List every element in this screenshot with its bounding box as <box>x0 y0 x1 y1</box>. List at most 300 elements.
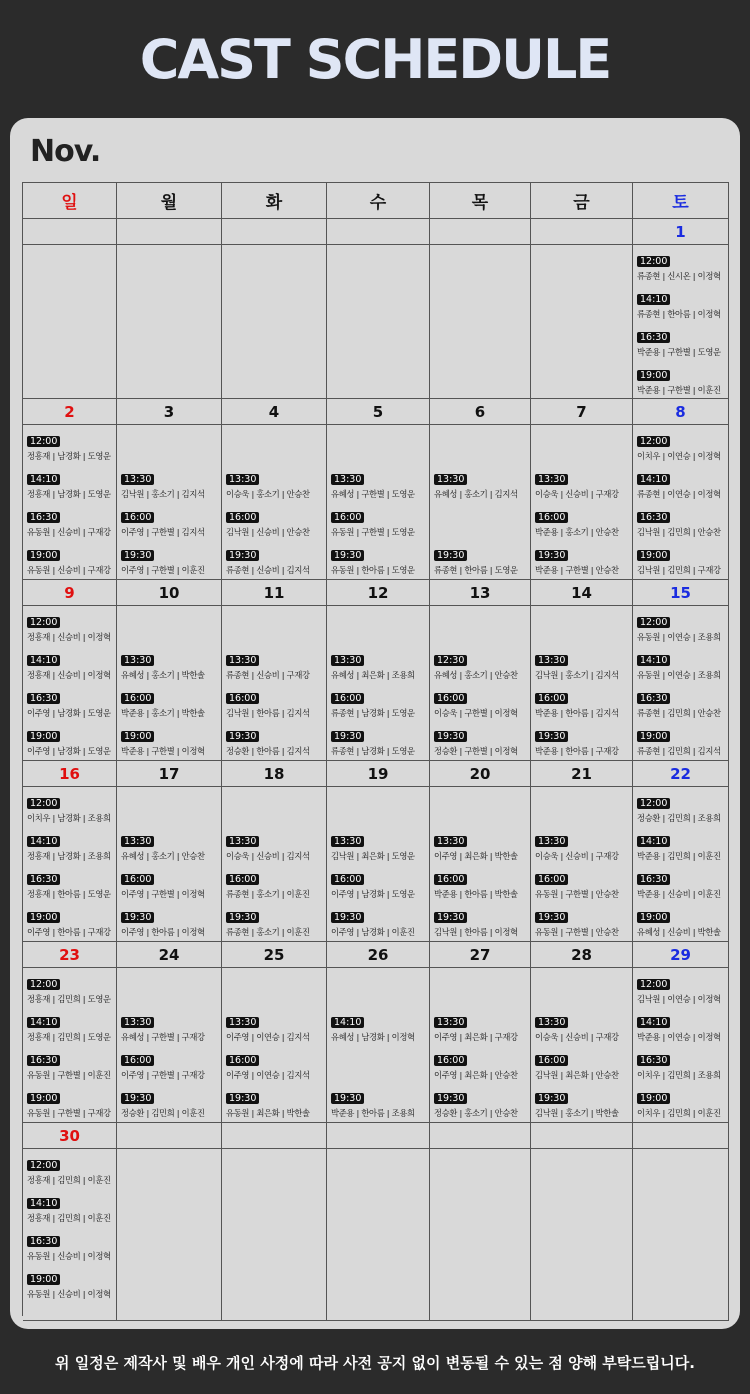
time-badge: 13:30 <box>331 836 364 847</box>
day-cell <box>117 425 222 580</box>
day-cell <box>531 425 633 580</box>
cast-list: 류종현 | 김민희 | 김지석 <box>637 746 721 756</box>
performance-slot <box>331 505 425 537</box>
cast-list: 유혜성 | 홍소기 | 안승찬 <box>434 670 518 680</box>
day-number: 2 <box>23 399 117 425</box>
performance-slot <box>121 724 217 756</box>
performance-slot <box>637 724 724 756</box>
day-number: 3 <box>117 399 222 425</box>
performance-slot <box>331 1010 425 1042</box>
cast-list: 유혜성 | 최은화 | 조용희 <box>331 670 415 680</box>
day-number: 7 <box>531 399 633 425</box>
cast-list: 김낙원 | 이연승 | 이정혁 <box>637 994 721 1004</box>
performance-slot <box>226 724 322 756</box>
cast-list: 유혜성 | 홍소기 | 김지석 <box>434 489 518 499</box>
performance-slot <box>226 505 322 537</box>
time-badge: 19:30 <box>121 912 154 923</box>
empty-day-cell <box>117 1149 222 1321</box>
performance-slot <box>27 1153 113 1185</box>
cast-list: 유동원 | 구한별 | 구재강 <box>27 1108 111 1118</box>
notice-text: 위 일정은 제작사 및 배우 개인 사정에 따라 사전 공지 없이 변동될 수 있는 점 양해 부탁드립니다. <box>55 1354 695 1372</box>
performance-slot <box>121 467 217 499</box>
cast-list: 이주영 | 최은화 | 구재강 <box>434 1032 518 1042</box>
performance-slot <box>121 1048 217 1080</box>
time-badge: 19:00 <box>637 370 670 381</box>
performance-slot <box>121 867 217 899</box>
performance-slot <box>331 543 425 575</box>
cast-list: 김낙원 | 신승비 | 안승찬 <box>226 527 310 537</box>
performance-slot <box>637 791 724 823</box>
weekday-header: 수 <box>327 183 430 219</box>
cast-list: 이주영 | 구한별 | 김지석 <box>121 527 205 537</box>
cast-list: 유동원 | 한아름 | 도영운 <box>331 565 415 575</box>
day-cell <box>117 787 222 942</box>
performance-slot <box>637 867 724 899</box>
empty-day-cell <box>327 245 430 399</box>
time-badge: 19:30 <box>535 912 568 923</box>
time-badge: 14:10 <box>637 1017 670 1028</box>
time-badge: 13:30 <box>121 836 154 847</box>
time-badge: 12:00 <box>27 617 60 628</box>
empty-day-number <box>633 1123 729 1149</box>
calendar-grid <box>22 182 729 1316</box>
performance-slot <box>535 505 628 537</box>
time-badge: 19:30 <box>535 550 568 561</box>
cast-list: 박준용 | 한아름 | 조용희 <box>331 1108 415 1118</box>
day-cell <box>23 606 117 761</box>
time-badge: 16:00 <box>434 874 467 885</box>
time-badge: 14:10 <box>27 836 60 847</box>
day-cell <box>633 968 729 1123</box>
day-number: 24 <box>117 942 222 968</box>
performance-slot <box>637 1048 724 1080</box>
time-badge: 14:10 <box>331 1017 364 1028</box>
time-badge: 19:00 <box>637 912 670 923</box>
cast-list: 박준용 | 이연승 | 이정혁 <box>637 1032 721 1042</box>
performance-slot <box>27 867 113 899</box>
time-badge: 19:00 <box>121 731 154 742</box>
time-badge: 19:30 <box>226 1093 259 1104</box>
time-badge: 16:00 <box>535 512 568 523</box>
time-badge: 19:30 <box>535 1093 568 1104</box>
empty-day-cell <box>23 245 117 399</box>
time-badge: 13:30 <box>331 474 364 485</box>
cast-list: 유혜성 | 홍소기 | 안승찬 <box>121 851 205 861</box>
performance-slot <box>637 429 724 461</box>
performance-slot <box>637 1086 724 1118</box>
cast-list: 이주영 | 이연승 | 김지석 <box>226 1032 310 1042</box>
time-badge: 19:00 <box>27 550 60 561</box>
time-badge: 12:00 <box>27 979 60 990</box>
performance-slot <box>434 648 526 680</box>
performance-slot <box>637 972 724 1004</box>
empty-day-number <box>531 219 633 245</box>
day-number: 28 <box>531 942 633 968</box>
time-badge: 12:00 <box>637 436 670 447</box>
time-badge: 19:30 <box>331 1093 364 1104</box>
empty-day-cell <box>633 1149 729 1321</box>
day-cell <box>327 606 430 761</box>
time-badge: 14:10 <box>27 1198 60 1209</box>
cast-list: 정흥재 | 김민희 | 이훈진 <box>27 1175 111 1185</box>
cast-list: 김낙원 | 김민희 | 구재강 <box>637 565 721 575</box>
cast-list: 유동원 | 신승비 | 이정혁 <box>27 1251 111 1261</box>
page-title: CAST SCHEDULE <box>139 28 611 91</box>
time-badge: 16:00 <box>226 874 259 885</box>
cast-list: 정흥재 | 남경화 | 조용희 <box>27 851 111 861</box>
cast-list: 박준용 | 홍소기 | 박한솔 <box>121 708 205 718</box>
day-number: 27 <box>430 942 531 968</box>
day-number: 22 <box>633 761 729 787</box>
cast-list: 정흥재 | 김민희 | 이훈진 <box>27 1213 111 1223</box>
day-cell <box>23 787 117 942</box>
performance-slot <box>27 610 113 642</box>
day-cell <box>23 1149 117 1321</box>
time-badge: 19:30 <box>331 731 364 742</box>
cast-list: 이주영 | 이연승 | 김지석 <box>226 1070 310 1080</box>
time-badge: 16:00 <box>226 512 259 523</box>
time-badge: 16:30 <box>27 1055 60 1066</box>
day-number: 23 <box>23 942 117 968</box>
day-cell <box>430 968 531 1123</box>
performance-slot <box>226 543 322 575</box>
performance-slot <box>226 648 322 680</box>
time-badge: 16:00 <box>121 874 154 885</box>
empty-day-number <box>117 1123 222 1149</box>
day-number: 16 <box>23 761 117 787</box>
cast-list: 정흥재 | 김민희 | 도영운 <box>27 994 111 1004</box>
time-badge: 13:30 <box>226 1017 259 1028</box>
cast-list: 이주영 | 남경화 | 도영운 <box>27 746 111 756</box>
cast-list: 김낙원 | 한아름 | 김지석 <box>226 708 310 718</box>
empty-day-cell <box>117 245 222 399</box>
performance-slot <box>535 1048 628 1080</box>
performance-slot <box>331 686 425 718</box>
cast-list: 유혜성 | 홍소기 | 박한솔 <box>121 670 205 680</box>
time-badge: 13:30 <box>121 474 154 485</box>
cast-list: 정흥재 | 신승비 | 이정혁 <box>27 670 111 680</box>
weekday-header: 금 <box>531 183 633 219</box>
time-badge: 19:00 <box>637 731 670 742</box>
time-badge: 16:00 <box>535 874 568 885</box>
time-badge: 16:30 <box>27 512 60 523</box>
performance-slot <box>434 686 526 718</box>
time-badge: 19:30 <box>121 1093 154 1104</box>
time-badge: 14:10 <box>27 474 60 485</box>
day-number: 15 <box>633 580 729 606</box>
day-cell <box>430 425 531 580</box>
time-badge: 16:00 <box>226 1055 259 1066</box>
empty-day-number <box>531 1123 633 1149</box>
cast-list: 박준용 | 신승비 | 이훈진 <box>637 889 721 899</box>
time-badge: 16:30 <box>27 874 60 885</box>
day-number: 25 <box>222 942 327 968</box>
performance-slot <box>27 791 113 823</box>
performance-slot <box>27 1191 113 1223</box>
cast-list: 박준용 | 홍소기 | 안승찬 <box>535 527 619 537</box>
time-badge: 13:30 <box>121 655 154 666</box>
performance-slot <box>637 249 724 281</box>
time-badge: 13:30 <box>226 474 259 485</box>
cast-list: 김낙원 | 홍소기 | 김지석 <box>535 670 619 680</box>
cast-list: 김낙원 | 최은화 | 도영운 <box>331 851 415 861</box>
performance-slot <box>121 543 217 575</box>
time-badge: 19:30 <box>121 550 154 561</box>
performance-slot <box>27 429 113 461</box>
time-badge: 16:30 <box>637 874 670 885</box>
day-cell <box>222 787 327 942</box>
day-cell <box>430 787 531 942</box>
cast-list: 박준용 | 구한별 | 도영운 <box>637 347 721 357</box>
cast-list: 류종현 | 신승비 | 구재강 <box>226 670 310 680</box>
performance-slot <box>27 829 113 861</box>
day-number: 26 <box>327 942 430 968</box>
performance-slot <box>27 505 113 537</box>
time-badge: 14:10 <box>637 655 670 666</box>
cast-list: 유동원 | 이연승 | 조용희 <box>637 670 721 680</box>
time-badge: 16:00 <box>121 693 154 704</box>
day-number: 30 <box>23 1123 117 1149</box>
day-number: 18 <box>222 761 327 787</box>
performance-slot <box>637 363 724 395</box>
cast-list: 이승욱 | 신승비 | 김지석 <box>226 851 310 861</box>
time-badge: 19:30 <box>226 912 259 923</box>
weekday-header: 목 <box>430 183 531 219</box>
time-badge: 13:30 <box>226 655 259 666</box>
time-badge: 19:30 <box>535 731 568 742</box>
time-badge: 13:30 <box>535 836 568 847</box>
weekday-header: 토 <box>633 183 729 219</box>
time-badge: 14:10 <box>27 1017 60 1028</box>
time-badge: 19:00 <box>637 1093 670 1104</box>
time-badge: 14:10 <box>637 474 670 485</box>
time-badge: 19:30 <box>434 550 467 561</box>
cast-list: 박준용 | 김민희 | 이훈진 <box>637 851 721 861</box>
day-number: 20 <box>430 761 531 787</box>
performance-slot <box>434 829 526 861</box>
empty-day-number <box>327 1123 430 1149</box>
empty-day-cell <box>327 1149 430 1321</box>
performance-slot <box>226 867 322 899</box>
performance-slot <box>535 724 628 756</box>
performance-slot <box>434 724 526 756</box>
cast-list: 이주영 | 한아름 | 구재강 <box>27 927 111 937</box>
performance-slot <box>331 724 425 756</box>
cast-list: 박준용 | 한아름 | 박한솔 <box>434 889 518 899</box>
day-cell <box>633 606 729 761</box>
performance-slot <box>535 467 628 499</box>
cast-list: 류종현 | 이연승 | 이정혁 <box>637 489 721 499</box>
cast-list: 김낙원 | 홍소기 | 박한솔 <box>535 1108 619 1118</box>
performance-slot <box>535 686 628 718</box>
cast-list: 유혜성 | 구한별 | 구재강 <box>121 1032 205 1042</box>
cast-list: 이치우 | 남경화 | 조용희 <box>27 813 111 823</box>
day-number: 13 <box>430 580 531 606</box>
empty-day-cell <box>430 1149 531 1321</box>
day-cell <box>117 968 222 1123</box>
time-badge: 13:30 <box>226 836 259 847</box>
cast-list: 박준용 | 한아름 | 구재강 <box>535 746 619 756</box>
performance-slot <box>331 1086 425 1118</box>
cast-list: 이치우 | 이연승 | 이정혁 <box>637 451 721 461</box>
cast-list: 유동원 | 이연승 | 조용희 <box>637 632 721 642</box>
time-badge: 16:30 <box>27 1236 60 1247</box>
performance-slot <box>637 686 724 718</box>
day-number: 12 <box>327 580 430 606</box>
day-number: 17 <box>117 761 222 787</box>
time-badge: 14:10 <box>27 655 60 666</box>
performance-slot <box>637 467 724 499</box>
cast-list: 정승환 | 홍소기 | 안승찬 <box>434 1108 518 1118</box>
time-badge: 19:00 <box>27 1093 60 1104</box>
time-badge: 16:30 <box>637 1055 670 1066</box>
day-number: 6 <box>430 399 531 425</box>
time-badge: 19:00 <box>637 550 670 561</box>
cast-list: 유동원 | 구한별 | 도영운 <box>331 527 415 537</box>
empty-day-number <box>23 219 117 245</box>
performance-slot <box>637 543 724 575</box>
performance-slot <box>27 905 113 937</box>
cast-list: 유동원 | 구한별 | 이훈진 <box>27 1070 111 1080</box>
time-badge: 12:30 <box>434 655 467 666</box>
performance-slot <box>637 648 724 680</box>
month-label: Nov. <box>30 134 101 169</box>
cast-list: 이주영 | 최은화 | 박한솔 <box>434 851 518 861</box>
performance-slot <box>637 905 724 937</box>
performance-slot <box>535 1010 628 1042</box>
cast-list: 류종현 | 신시온 | 이정혁 <box>637 271 721 281</box>
performance-slot <box>226 1010 322 1042</box>
cast-list: 이주영 | 남경화 | 이훈진 <box>331 927 415 937</box>
cast-list: 박준용 | 구한별 | 이정혁 <box>121 746 205 756</box>
time-badge: 12:00 <box>637 979 670 990</box>
cast-list: 류종현 | 한아름 | 이정혁 <box>637 309 721 319</box>
time-badge: 19:30 <box>226 731 259 742</box>
empty-day-cell <box>531 1149 633 1321</box>
performance-slot <box>226 829 322 861</box>
cast-list: 이주영 | 남경화 | 도영운 <box>331 889 415 899</box>
cast-list: 유혜성 | 구한별 | 도영운 <box>331 489 415 499</box>
day-number: 8 <box>633 399 729 425</box>
day-cell <box>531 968 633 1123</box>
performance-slot <box>27 1048 113 1080</box>
cast-list: 류종현 | 신승비 | 김지석 <box>226 565 310 575</box>
empty-day-number <box>430 219 531 245</box>
time-badge: 19:30 <box>226 550 259 561</box>
performance-slot <box>434 1010 526 1042</box>
performance-slot <box>535 543 628 575</box>
cast-list: 류종현 | 남경화 | 도영운 <box>331 746 415 756</box>
cast-list: 유동원 | 구한별 | 안승찬 <box>535 927 619 937</box>
cast-list: 이치우 | 김민희 | 조용희 <box>637 1070 721 1080</box>
time-badge: 16:00 <box>434 693 467 704</box>
performance-slot <box>121 829 217 861</box>
time-badge: 16:00 <box>121 1055 154 1066</box>
performance-slot <box>331 648 425 680</box>
time-badge: 19:00 <box>27 1274 60 1285</box>
day-cell <box>23 425 117 580</box>
empty-day-number <box>327 219 430 245</box>
time-badge: 19:30 <box>331 912 364 923</box>
time-badge: 16:30 <box>637 512 670 523</box>
time-badge: 19:00 <box>27 912 60 923</box>
cast-list: 이승욱 | 구한별 | 이정혁 <box>434 708 518 718</box>
time-badge: 12:00 <box>637 798 670 809</box>
time-badge: 16:00 <box>434 1055 467 1066</box>
day-number: 21 <box>531 761 633 787</box>
cast-list: 정흥재 | 신승비 | 이정혁 <box>27 632 111 642</box>
time-badge: 19:00 <box>27 731 60 742</box>
cast-list: 김낙원 | 한아름 | 이정혁 <box>434 927 518 937</box>
performance-slot <box>27 648 113 680</box>
cast-list: 이승욱 | 신승비 | 구재강 <box>535 851 619 861</box>
performance-slot <box>535 1086 628 1118</box>
performance-slot <box>121 505 217 537</box>
cast-list: 이주영 | 최은화 | 안승찬 <box>434 1070 518 1080</box>
cast-list: 정흥재 | 남경화 | 도영운 <box>27 451 111 461</box>
cast-list: 유동원 | 최은화 | 박한솔 <box>226 1108 310 1118</box>
cast-list: 김낙원 | 최은화 | 안승찬 <box>535 1070 619 1080</box>
time-badge: 12:00 <box>637 617 670 628</box>
performance-slot <box>27 724 113 756</box>
time-badge: 19:30 <box>434 912 467 923</box>
day-cell <box>430 606 531 761</box>
cast-list: 정흥재 | 한아름 | 도영운 <box>27 889 111 899</box>
cast-list: 이주영 | 한아름 | 이정혁 <box>121 927 205 937</box>
performance-slot <box>27 1010 113 1042</box>
day-number: 19 <box>327 761 430 787</box>
performance-slot <box>121 1010 217 1042</box>
cast-list: 박준용 | 한아름 | 김지석 <box>535 708 619 718</box>
time-badge: 16:00 <box>535 1055 568 1066</box>
performance-slot <box>226 905 322 937</box>
empty-day-cell <box>222 1149 327 1321</box>
performance-slot <box>121 686 217 718</box>
performance-slot <box>226 467 322 499</box>
cast-list: 유동원 | 구한별 | 안승찬 <box>535 889 619 899</box>
time-badge: 16:00 <box>535 693 568 704</box>
cast-list: 정승환 | 구한별 | 이정혁 <box>434 746 518 756</box>
performance-slot <box>434 867 526 899</box>
cast-list: 이주영 | 구한별 | 이훈진 <box>121 565 205 575</box>
cast-list: 김낙원 | 김민희 | 안승찬 <box>637 527 721 537</box>
cast-list: 박준용 | 구한별 | 이훈진 <box>637 385 721 395</box>
cast-list: 유혜성 | 남경화 | 이정혁 <box>331 1032 415 1042</box>
weekday-header: 일 <box>23 183 117 219</box>
day-number: 5 <box>327 399 430 425</box>
day-number: 4 <box>222 399 327 425</box>
performance-slot <box>27 686 113 718</box>
performance-slot <box>637 505 724 537</box>
performance-slot <box>27 1267 113 1299</box>
time-badge: 12:00 <box>27 1160 60 1171</box>
performance-slot <box>331 467 425 499</box>
performance-slot <box>637 287 724 319</box>
day-number: 29 <box>633 942 729 968</box>
cast-list: 이승욱 | 홍소기 | 안승찬 <box>226 489 310 499</box>
performance-slot <box>121 905 217 937</box>
time-badge: 16:30 <box>637 332 670 343</box>
day-cell <box>222 606 327 761</box>
calendar-panel <box>10 118 740 1329</box>
day-cell <box>327 968 430 1123</box>
performance-slot <box>637 829 724 861</box>
time-badge: 16:00 <box>331 693 364 704</box>
time-badge: 13:30 <box>121 1017 154 1028</box>
performance-slot <box>434 905 526 937</box>
performance-slot <box>434 467 526 499</box>
day-number: 14 <box>531 580 633 606</box>
